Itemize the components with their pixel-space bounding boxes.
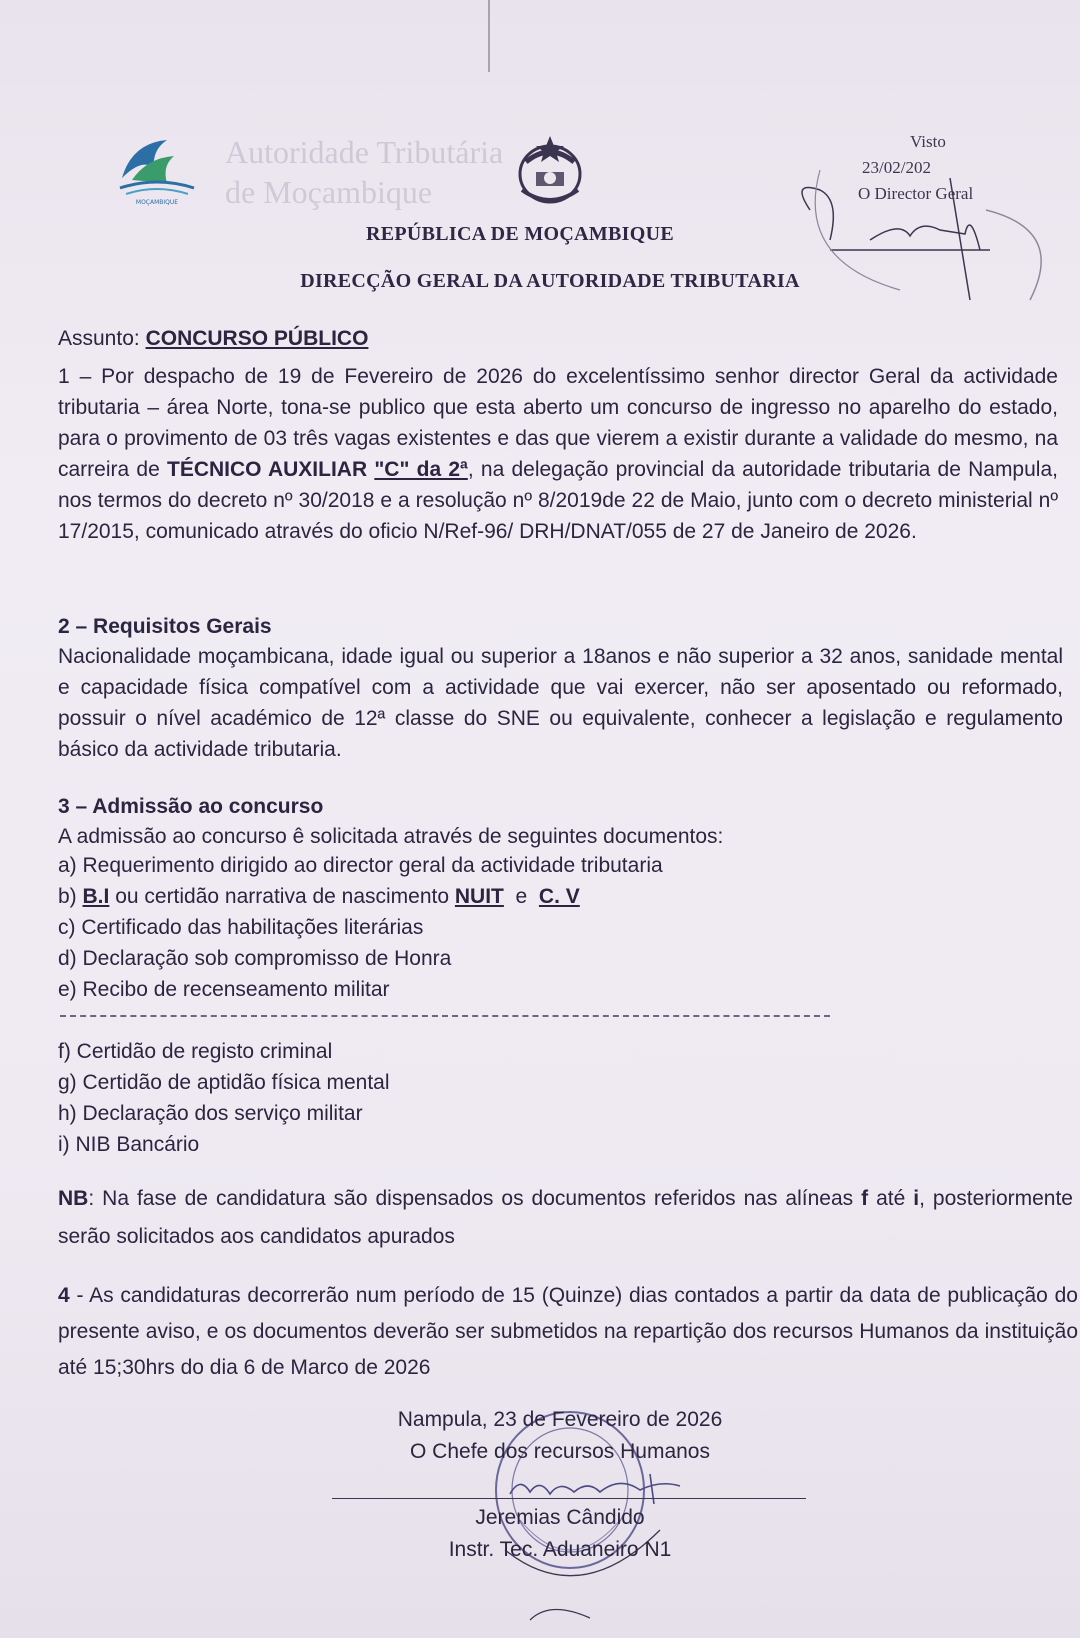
list-item: h) Declaração dos serviço militar — [58, 1102, 363, 1125]
list-item: c) Certificado das habilitações literárias — [58, 916, 424, 939]
document-list-part1 — [58, 850, 663, 1005]
national-emblem-icon — [508, 132, 592, 210]
list-item: e) Recibo de recenseamento militar — [58, 978, 390, 1001]
republic-heading: REPÚBLICA DE MOÇAMBIQUE — [365, 223, 675, 245]
career-grade: "C" da 2ª — [374, 458, 468, 481]
section-2-paragraph: Nacionalidade moçambicana, idade igual ou superior a 18anos e não superior a 32 anos, sanidade mental e capacidade física compatível com a actividade que vai exercer, não ser aposentado ou reformado, possuir o nível académico de 12ª classe do SNE ou equivalente, conhecer a legislação e regulamento básico da actividade tributaria. — [58, 645, 1063, 761]
section-1-text-a: 1 – Por despacho de 19 de Fevereiro de 2026 do excelentíssimo senhor director Geral da actividade tributaria – área Norte, tona-se publico que esta aberto um concurso de ingresso no aparelho do estado, para o provimento de 03 três vagas existentes e das que vierem a existir durante a validade do mesmo, na carreira de — [58, 365, 1058, 481]
list-item: f) Certidão de registo criminal — [58, 1040, 333, 1063]
section-1-paragraph — [58, 361, 1058, 547]
section-1-text-b: , na delegação provincial da autoridade tributaria de Nampula, nos termos do decreto nº 30/2018 e a resolução nº 8/2019de 22 de Maio, junto com o decreto ministerial nº 17/2015, comunicado através do oficio N/Ref-96/ DRH/DNAT/055 de 27 de Janeiro de 2026. — [58, 458, 1058, 543]
signatory-name: Jeremias Cândido — [475, 1506, 645, 1529]
signatory-role: O Chefe dos recursos Humanos — [410, 1440, 710, 1463]
section-3-intro: A admissão ao concurso ê solicitada através de seguintes documentos: — [58, 825, 724, 848]
faded-title-line2: de Moçambique — [225, 174, 433, 210]
list-item: i) NIB Bancário — [58, 1133, 200, 1156]
signatory-details — [300, 1502, 820, 1566]
signature-line — [332, 1498, 806, 1499]
faded-authority-name — [225, 132, 503, 212]
faded-title-line1: Autoridade Tributária — [225, 134, 504, 170]
bi-label: B.I — [82, 885, 110, 908]
subject-value: CONCURSO PÚBLICO — [145, 327, 369, 350]
section-4-paragraph: 4 - As candidaturas decorrerão num período de 15 (Quinze) dias contados a partir da data de publicação do presente aviso, e os documentos deverão ser submetidos na repartição dos recursos Humanos da instituição até 15;30hrs do dia 6 de Marco de 2026 — [58, 1284, 1078, 1379]
visto-role: O Director Geral — [858, 184, 974, 203]
list-item: a) Requerimento dirigido ao director geral da actividade tributaria — [58, 854, 663, 877]
dashed-divider — [60, 1015, 830, 1017]
nuit-label: NUIT — [454, 885, 504, 908]
signatory-title: Instr. Tec. Aduaneiro N1 — [448, 1538, 672, 1561]
nb-note: NB: Na fase de candidatura são dispensados os documentos referidos nas alíneas f até i, posteriormente serão solicitados aos candidatos apurados — [58, 1187, 1073, 1248]
subject-label: Assunto: — [58, 327, 140, 350]
nb-label: NB — [58, 1187, 89, 1210]
list-item: d) Declaração sob compromisso de Honra — [58, 947, 452, 970]
section-2-heading: 2 – Requisitos Gerais — [58, 615, 272, 638]
cv-label: C. V — [538, 885, 580, 908]
place-date: Nampula, 23 de Fevereiro de 2026 — [397, 1408, 723, 1431]
document-list-part2 — [58, 1036, 390, 1160]
paper-fold — [488, 0, 490, 72]
hr-signature — [500, 1470, 700, 1506]
visto-date: 23/02/202 — [862, 158, 931, 177]
section-4-number: 4 — [58, 1284, 70, 1307]
list-item: g) Certidão de aptidão física mental — [58, 1071, 390, 1094]
authority-logo — [112, 128, 202, 208]
career-name: TÉCNICO AUXILIAR — [167, 458, 368, 481]
section-3-heading: 3 – Admissão ao concurso — [58, 795, 324, 818]
subject-line — [58, 323, 368, 354]
logo-text: MOÇAMBIQUE — [135, 199, 179, 206]
directorate-heading: DIRECÇÃO GERAL DA AUTORIDADE TRIBUTARIA — [300, 270, 800, 292]
list-item: b) B.I ou certidão narrativa de nascimento NUIT e C. V — [58, 885, 580, 908]
signature-block — [300, 1404, 820, 1468]
visto-label: Visto — [910, 132, 946, 151]
